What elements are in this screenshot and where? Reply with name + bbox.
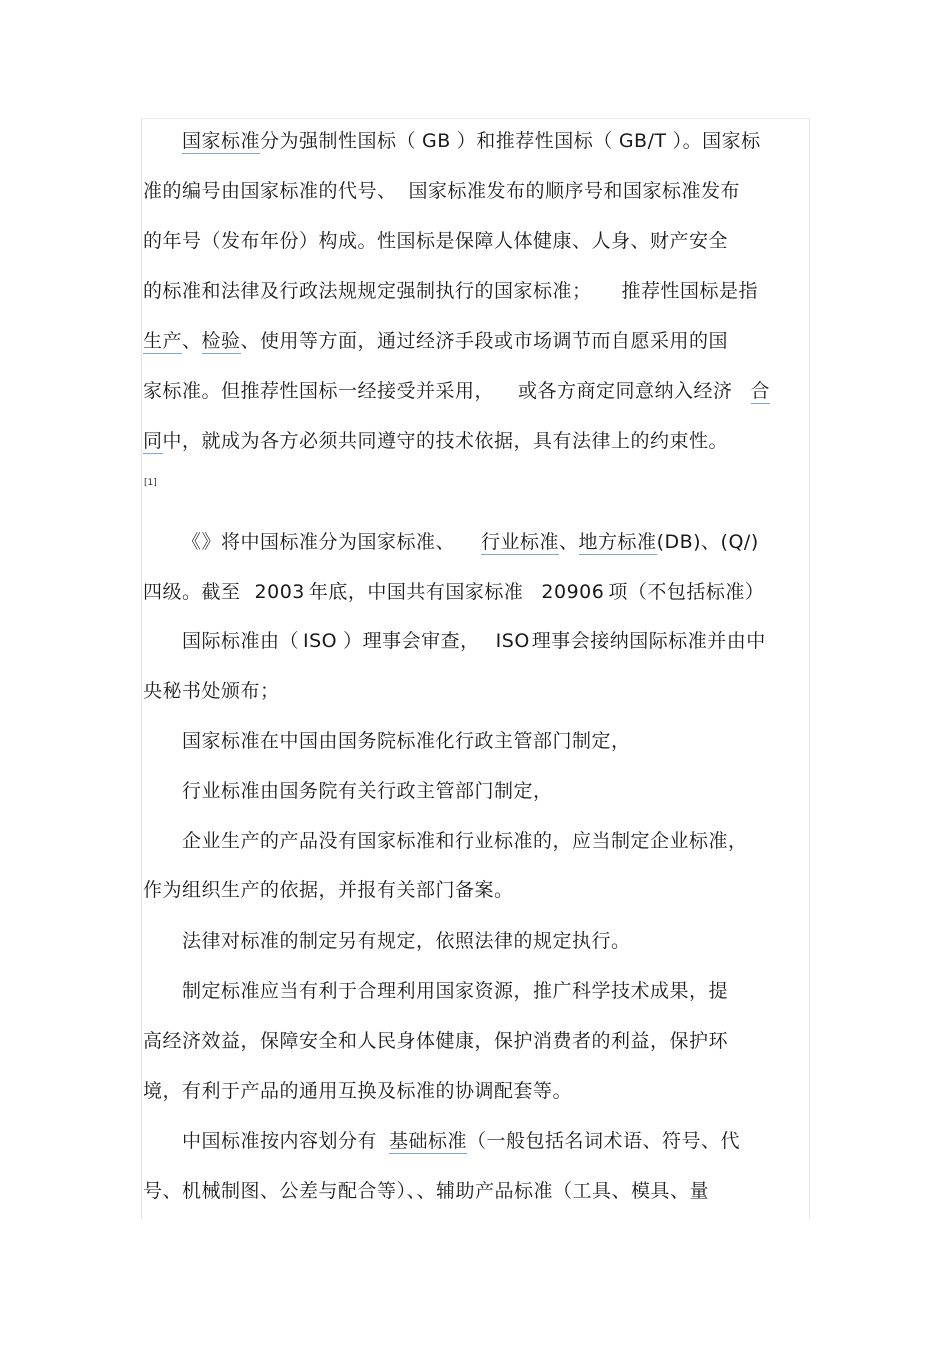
- p8-line-3: 境，有利于产品的通用互换及标准的协调配套等。: [143, 1080, 573, 1102]
- p1-line-7: 同中，就成为各方必须共同遵守的技术依据，具有法律上的约束性。: [143, 430, 729, 452]
- p5-line: 行业标准由国务院有关行政主管部门制定，: [182, 780, 553, 802]
- p6-line-1: 企业生产的产品没有国家标准和行业标准的，应当制定企业标准，: [182, 830, 748, 852]
- p7-line: 法律对标准的制定另有规定，依照法律的规定执行。: [182, 930, 631, 952]
- link-inspection[interactable]: 检验: [201, 330, 241, 352]
- link-industry-standard[interactable]: 行业标准: [481, 531, 560, 553]
- link-basic-standard[interactable]: 基础标准: [389, 1130, 468, 1152]
- p1-line-5: 生产、检验、使用等方面，通过经济手段或市场调节而自愿采用的国: [143, 330, 729, 352]
- p8-line-1: 制定标准应当有利于合理利用国家资源，推广科学技术成果，提: [182, 980, 729, 1002]
- p3-line-2: 央秘书处颁布；: [143, 680, 280, 702]
- p2-line-1: 《》将中国标准分为国家标准、 行业标准、地方标准(DB)、(Q/): [182, 531, 759, 553]
- p3-line-1: 国际标准由（ ISO ）理事会审查， ISO 理事会接纳国际标准并由中: [182, 630, 766, 652]
- p1-line-3: 的年号（发布年份）构成。性国标是保障人体健康、人身、财产安全: [143, 230, 729, 252]
- link-local-standard[interactable]: 地方标准: [578, 531, 657, 553]
- link-contract-part2[interactable]: 同: [143, 430, 163, 452]
- p6-line-2: 作为组织生产的依据，并报有关部门备案。: [143, 879, 514, 901]
- citation-marker[interactable]: [1]: [144, 478, 157, 488]
- p4-line: 国家标准在中国由国务院标准化行政主管部门制定，: [182, 730, 631, 752]
- p1-line-1: 国家标准分为强制性国标（ GB ）和推荐性国标（ GB/T ）。国家标: [182, 130, 761, 152]
- p2-line-2: 四级。截至 2003 年底，中国共有国家标准 20906 项（不包括标准）: [143, 581, 765, 603]
- link-production[interactable]: 生产: [143, 330, 183, 352]
- link-national-standard[interactable]: 国家标准: [182, 130, 261, 152]
- p1-line-2: 准的编号由国家标准的代号、 国家标准发布的顺序号和国家标准发布: [143, 180, 741, 202]
- p8-line-2: 高经济效益，保障安全和人民身体健康，保护消费者的利益，保护环: [143, 1030, 729, 1052]
- link-contract-part1[interactable]: 合: [750, 380, 771, 402]
- p9-line-1: 中国标准按内容划分有 基础标准（一般包括名词术语、符号、代: [182, 1130, 741, 1152]
- p1-line-4: 的标准和法律及行政法规规定强制执行的国家标准； 推荐性国标是指: [143, 280, 759, 302]
- p9-line-2: 号、机械制图、公差与配合等）、、辅助产品标准（工具、模具、量: [143, 1180, 710, 1202]
- p1-line-6: 家标准。但推荐性国标一经接受并采用， 或各方商定同意纳入经济 合: [143, 380, 771, 402]
